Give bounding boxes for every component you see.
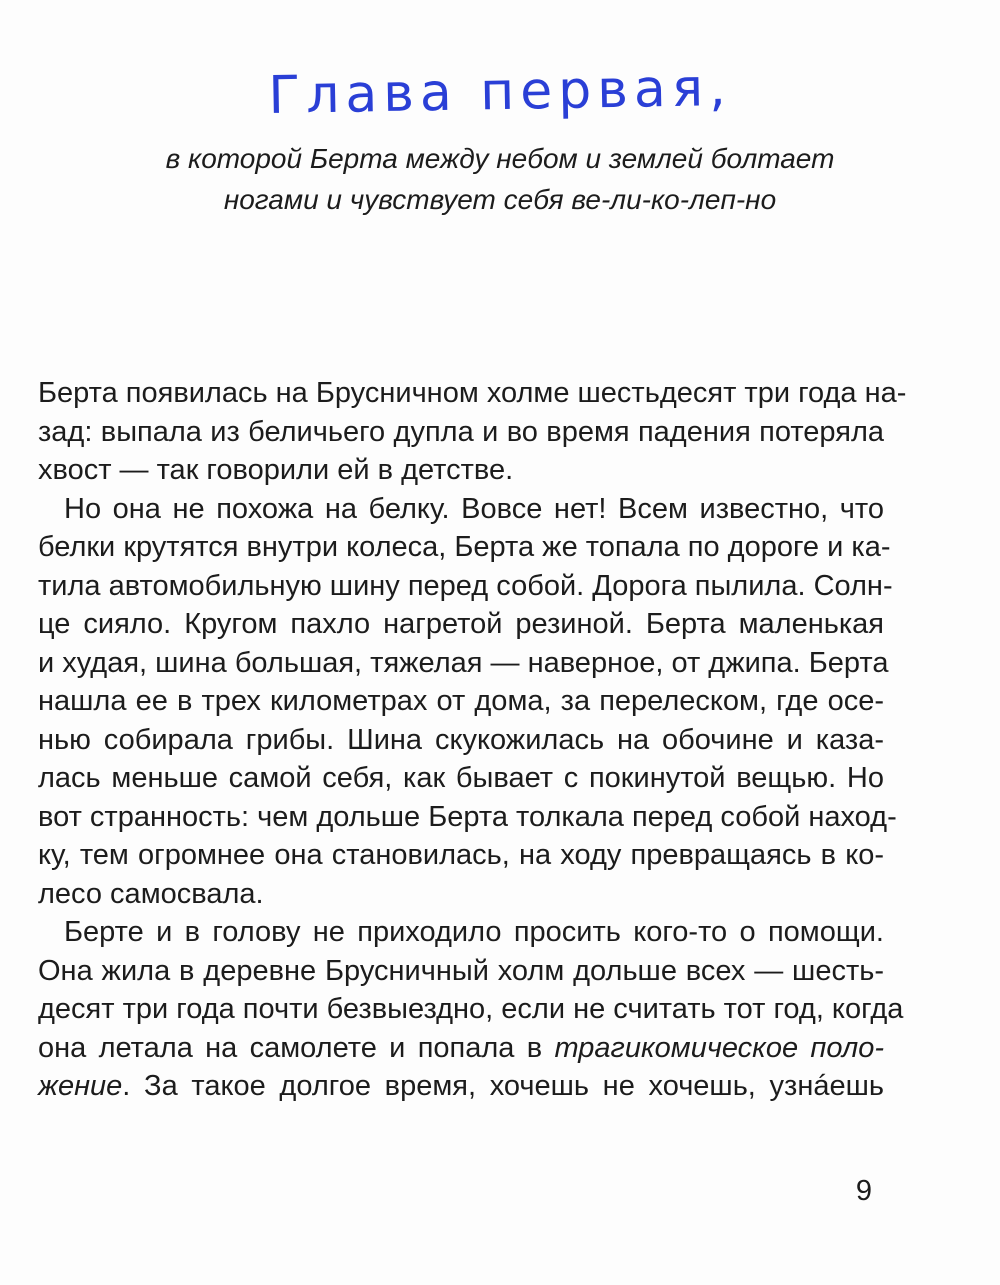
text-run: она летала на самолете и попала в <box>38 1031 555 1064</box>
text-line: зад: выпала из беличьего дупла и во время падения потеряла <box>38 415 884 448</box>
page-number: 9 <box>855 1175 872 1207</box>
italic-run: трагикомическое поло- <box>554 1031 884 1064</box>
text-line: лесо самосвала. <box>38 877 264 910</box>
subtitle-line: в которой Берта между небом и землей болтает <box>165 143 835 174</box>
chapter-subtitle <box>100 138 900 220</box>
text-line: Она жила в деревне Брусничный холм дольше всех — шесть- <box>38 954 884 987</box>
text-line <box>38 1029 884 1068</box>
text-line: и худая, шина большая, тяжелая — наверное, от джипа. Берта <box>38 646 889 679</box>
text-line: лась меньше самой себя, как бывает с покинутой вещью. Но <box>38 762 884 794</box>
text-line: нью собирала грибы. Шина скукожилась на обочине и каза- <box>38 723 884 756</box>
text-line: тила автомобильную шину перед собой. Дорога пылила. Солн- <box>38 569 893 602</box>
text-line <box>38 1067 884 1106</box>
text-line: Берта появилась на Брусничном холме шестьдесят три года на- <box>38 377 907 409</box>
text-line: ку, тем огромнее она становилась, на ходу превращаясь в ко- <box>38 839 884 871</box>
text-line: нашла ее в трех километрах от дома, за перелеском, где осе- <box>38 685 884 717</box>
text-line: це сияло. Кругом пахло нагретой резиной. Берта маленькая <box>38 608 884 640</box>
text-line: десят три года почти безвыездно, если не считать тот год, когда <box>38 993 904 1025</box>
italic-run: жение <box>38 1070 123 1102</box>
text-line: Берте и в голову не приходило просить кого-то о помощи. <box>64 916 884 948</box>
text-line: белки крутятся внутри колеса, Берта же топала по дороге и ка- <box>38 531 891 563</box>
text-line: хвост — так говорили ей в детстве. <box>38 454 514 486</box>
chapter-title: Глава первая, <box>267 57 733 127</box>
body-text <box>38 374 907 1106</box>
text-line: вот странность: чем дольше Берта толкала перед собой наход- <box>38 800 897 833</box>
text-line: Но она не похожа на белку. Вовсе нет! Всем известно, что <box>64 492 884 525</box>
text-run: . За такое долгое время, хочешь не хочешь, узнáешь <box>122 1070 884 1102</box>
subtitle-line: ногами и чувствует себя ве-ли-ко-леп-но <box>223 184 777 215</box>
